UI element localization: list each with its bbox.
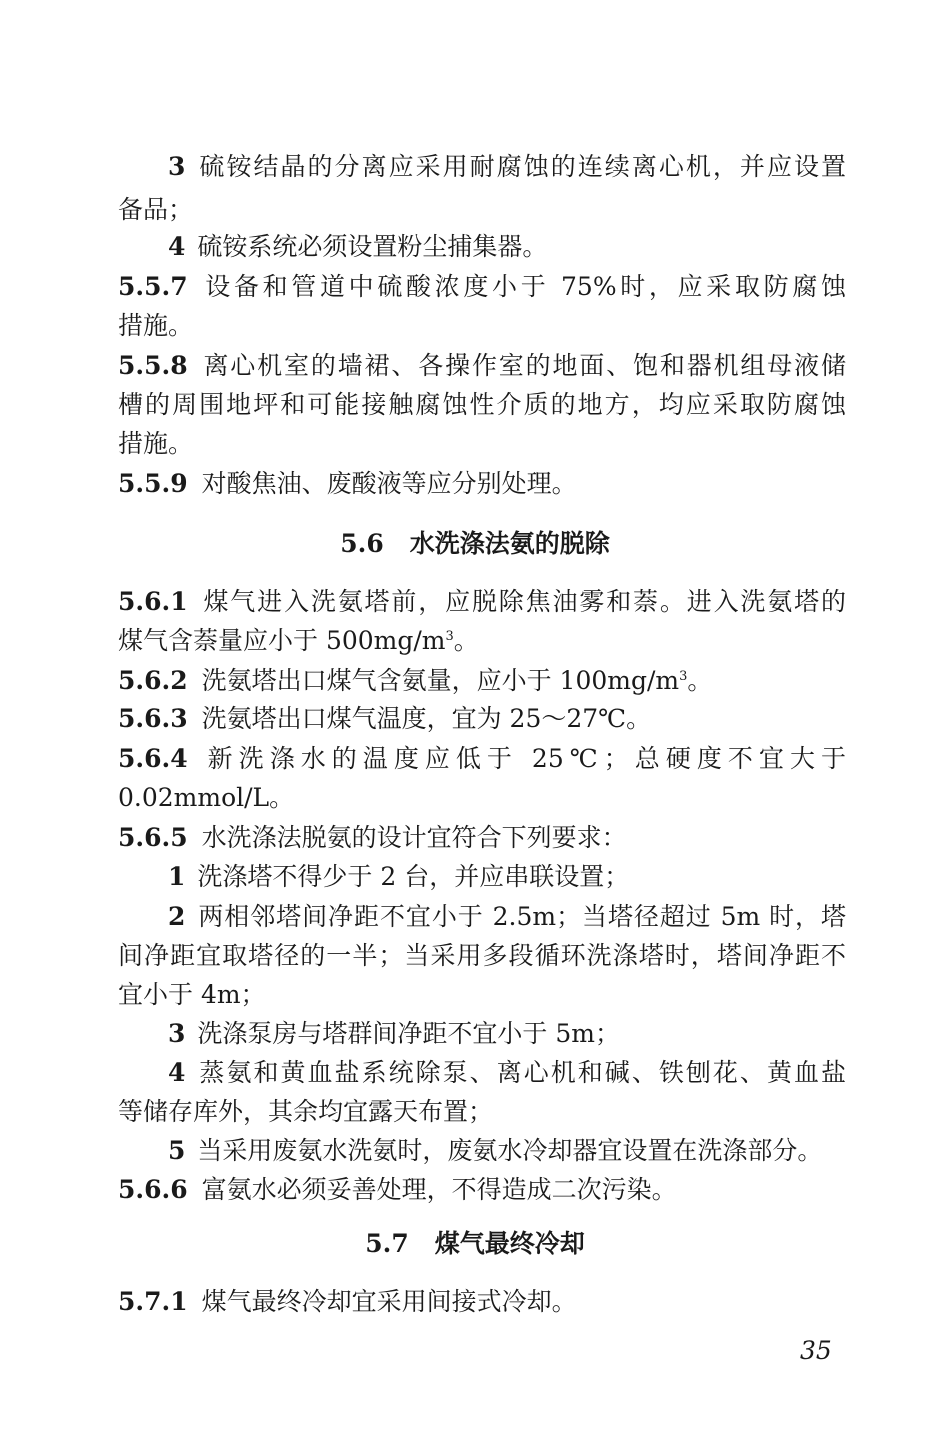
list-item-2 <box>168 897 846 937</box>
list-item-4 <box>168 227 846 267</box>
clause-5-7-1 <box>118 1282 846 1322</box>
clause-text: 煤气含萘量应小于 500mg/m <box>118 626 446 655</box>
clause-text: 富氨水必须妥善处理，不得造成二次污染。 <box>201 1175 677 1204</box>
clause-text: 洗氨塔出口煤气含氨量，应小于 100mg/m <box>201 666 680 695</box>
item-number: 2 <box>168 902 186 931</box>
section-title: 煤气最终冷却 <box>434 1229 585 1258</box>
item-text: 两相邻塔间净距不宜小于 2.5m；当塔径超过 5m 时，塔 <box>197 902 846 931</box>
clause-text: 离心机室的墙裙、各操作室的地面、饱和器机组母液储 <box>201 351 846 380</box>
item-text-continuation: 等储存库外，其余均宜露天布置； <box>118 1097 494 1126</box>
item-text: 硫铵结晶的分离应采用耐腐蚀的连续离心机，并应设置 <box>197 152 846 181</box>
clause-number: 5.5.8 <box>118 351 188 380</box>
list-item-4 <box>168 1053 846 1093</box>
clause-number: 5.6.4 <box>118 744 188 773</box>
clause-text: 煤气最终冷却宜采用间接式冷却。 <box>201 1287 577 1316</box>
list-item-5 <box>168 1131 846 1171</box>
clause-5-6-6 <box>118 1170 846 1210</box>
clause-text-continuation: 措施。 <box>118 311 194 340</box>
item-text-continuation: 宜小于 4m； <box>118 980 266 1009</box>
item-text-continuation: 备品； <box>118 195 194 224</box>
clause-number: 5.6.5 <box>118 823 188 852</box>
clause-text: 设备和管道中硫酸浓度小于 75%时，应采取防腐蚀 <box>201 272 846 301</box>
section-title: 水洗涤法氨的脱除 <box>409 529 610 558</box>
clause-text: 煤气进入洗氨塔前，应脱除焦油雾和萘。进入洗氨塔的 <box>201 587 846 616</box>
clause-text-continuation: 槽的周围地坪和可能接触腐蚀性介质的地方，均应采取防腐蚀 <box>118 390 846 419</box>
clause-number: 5.5.7 <box>118 272 188 301</box>
clause-text-continuation: 0.02mmol/L。 <box>118 783 295 812</box>
clause-text: 对酸焦油、废酸液等应分别处理。 <box>201 469 577 498</box>
section-heading-5-7 <box>0 1224 950 1264</box>
clause-number: 5.6.6 <box>118 1175 188 1204</box>
clause-number: 5.7.1 <box>118 1287 188 1316</box>
clause-5-6-5 <box>118 818 846 858</box>
clause-5-6-1 <box>118 582 846 622</box>
clause-5-6-2 <box>118 661 846 701</box>
list-item-3 <box>168 1014 846 1054</box>
page-number: 35 <box>800 1336 832 1365</box>
item-text: 硫铵系统必须设置粉尘捕集器。 <box>197 232 548 261</box>
clause-text: 新洗涤水的温度应低于 25℃；总硬度不宜大于 <box>201 744 846 773</box>
item-number: 4 <box>168 1058 186 1087</box>
item-text: 洗涤泵房与塔群间净距不宜小于 5m； <box>197 1019 620 1048</box>
item-number: 5 <box>168 1136 186 1165</box>
clause-text: 。 <box>687 666 713 695</box>
clause-5-6-4 <box>118 739 846 779</box>
section-number: 5.7 <box>365 1229 409 1258</box>
clause-5-6-3 <box>118 699 846 739</box>
item-number: 4 <box>168 232 186 261</box>
list-item-1 <box>168 857 846 897</box>
clause-number: 5.5.9 <box>118 469 188 498</box>
superscript: 3 <box>679 669 688 684</box>
list-item-3 <box>168 147 846 187</box>
item-text-continuation: 间净距宜取塔径的一半；当采用多段循环洗涤塔时，塔间净距不 <box>118 941 846 970</box>
item-number: 3 <box>168 1019 186 1048</box>
clause-number: 5.6.1 <box>118 587 188 616</box>
clause-number: 5.6.2 <box>118 666 188 695</box>
clause-text: 。 <box>453 626 479 655</box>
clause-text-continuation <box>118 621 846 661</box>
item-number: 3 <box>168 152 186 181</box>
section-number: 5.6 <box>340 529 384 558</box>
clause-5-5-9 <box>118 464 846 504</box>
item-text: 蒸氨和黄血盐系统除泵、离心机和碱、铁刨花、黄血盐 <box>197 1058 846 1087</box>
clause-text-continuation: 措施。 <box>118 429 194 458</box>
item-text: 当采用废氨水洗氨时，废氨水冷却器宜设置在洗涤部分。 <box>197 1136 823 1165</box>
item-number: 1 <box>168 862 186 891</box>
item-text: 洗涤塔不得少于 2 台，并应串联设置； <box>197 862 630 891</box>
clause-text: 洗氨塔出口煤气温度，宜为 25～27℃。 <box>201 704 652 733</box>
clause-5-5-7 <box>118 267 846 307</box>
clause-5-5-8 <box>118 346 846 386</box>
clause-number: 5.6.3 <box>118 704 188 733</box>
clause-text: 水洗涤法脱氨的设计宜符合下列要求： <box>201 823 627 852</box>
superscript: 3 <box>445 629 454 644</box>
section-heading-5-6 <box>0 524 950 564</box>
